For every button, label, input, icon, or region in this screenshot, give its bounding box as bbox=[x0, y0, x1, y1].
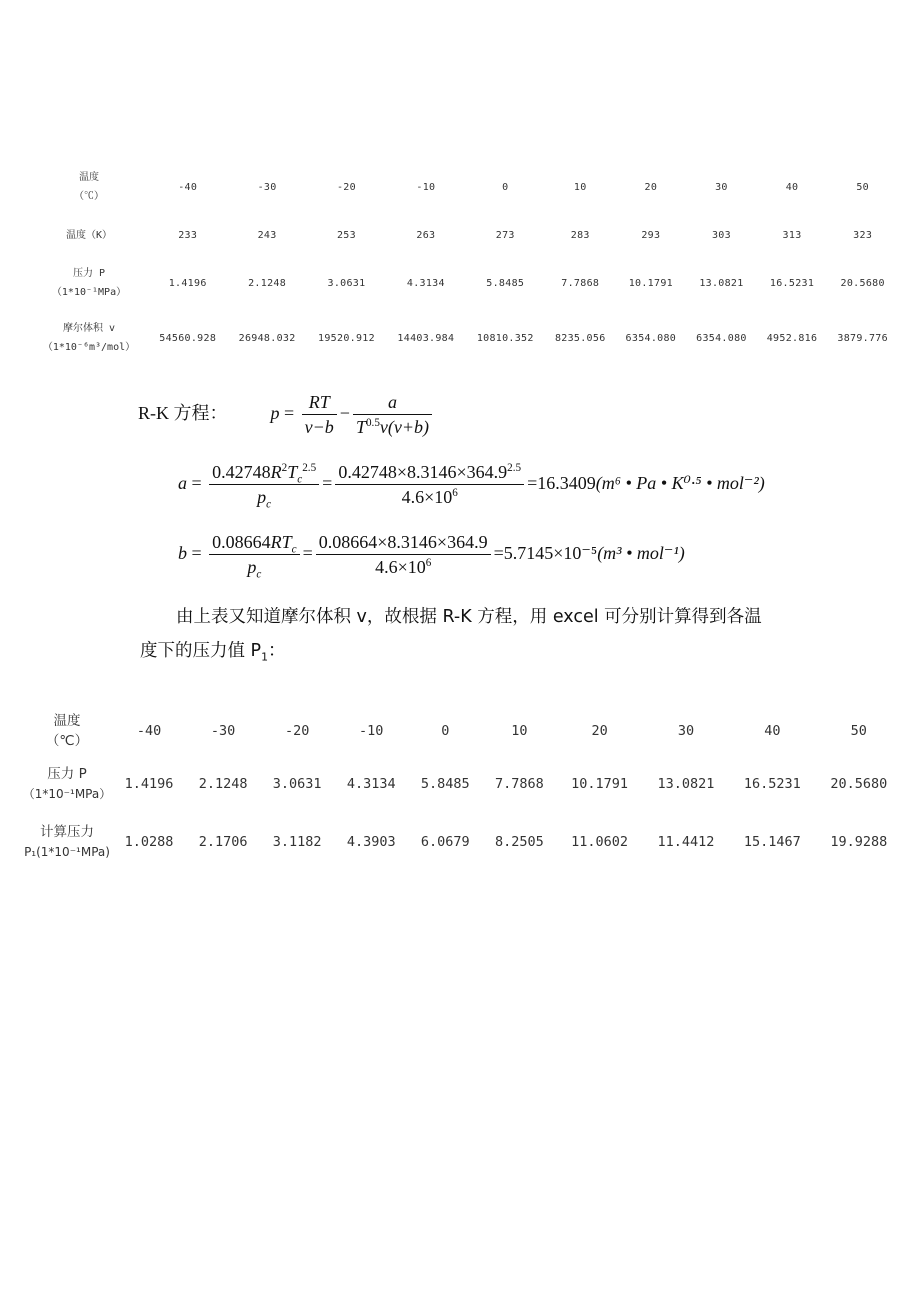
equation-b: b = $\frac{0.08664RT_c}{p_c}$ = $\frac{0.08664\times 8.3146\times 364.9}{4.6\times 10^6}$ =5.7145×10⁻⁵(m³ • mol⁻¹) bbox=[178, 532, 685, 581]
table-cell: 26948.032 bbox=[238, 332, 296, 344]
data-table-2 bbox=[22, 702, 902, 876]
table-cell: 40 bbox=[764, 723, 781, 739]
rk-equation-label: R-K 方程： bbox=[138, 403, 228, 424]
table-cell: 19520.912 bbox=[318, 332, 375, 344]
table-cell: 13.0821 bbox=[699, 277, 744, 289]
table-cell: -20 bbox=[284, 723, 310, 739]
fraction: $\frac{a}{T^{0.5}v(v+b)}$ bbox=[353, 392, 432, 438]
table-cell: 30 bbox=[677, 723, 695, 739]
table-cell: 15.1467 bbox=[743, 834, 801, 850]
body-paragraph: 由上表又知道摩尔体积 v，故根据 R-K 方程，用 excel 可分别计算得到各温 度下的压力值 $P_1$： bbox=[140, 607, 762, 664]
table-cell: 1.0288 bbox=[124, 834, 174, 850]
table-cell: 4952.816 bbox=[766, 332, 818, 344]
row-header: 温度（K） bbox=[65, 229, 113, 241]
table-cell: -10 bbox=[416, 181, 436, 193]
table-cell: 30 bbox=[715, 181, 728, 193]
table-cell: 0 bbox=[502, 181, 509, 193]
table-cell: 20.5680 bbox=[830, 776, 888, 792]
table-cell: -40 bbox=[136, 723, 162, 739]
table-cell: 283 bbox=[570, 229, 590, 241]
table-cell: 233 bbox=[178, 229, 198, 241]
table-cell: 6354.080 bbox=[625, 332, 677, 344]
table-cell: 1.4196 bbox=[124, 776, 174, 792]
table-cell: 3.0631 bbox=[327, 277, 366, 289]
table-cell: 20 bbox=[644, 181, 658, 193]
table-cell: 10.1791 bbox=[628, 277, 673, 289]
table-cell: 7.7868 bbox=[494, 776, 544, 792]
table-cell: 6354.080 bbox=[696, 332, 747, 344]
fraction: $\frac{0.08664\times 8.3146\times 364.9}{4.6\times 10^6}$ bbox=[316, 532, 491, 578]
table-row bbox=[22, 702, 902, 760]
table-cell: 54560.928 bbox=[159, 332, 217, 344]
table-cell: 243 bbox=[257, 229, 277, 241]
table-cell: -20 bbox=[336, 181, 356, 193]
table-cell: 263 bbox=[416, 229, 436, 241]
table-cell: 10810.352 bbox=[476, 332, 534, 344]
table-cell: 40 bbox=[785, 181, 799, 193]
table-cell: -30 bbox=[210, 723, 236, 739]
table-cell: 8.2505 bbox=[494, 834, 544, 850]
table-cell: 50 bbox=[850, 723, 867, 739]
table-cell: 8235.056 bbox=[554, 332, 606, 344]
table-cell: 16.5231 bbox=[769, 277, 815, 289]
table-cell: 2.1248 bbox=[248, 277, 287, 289]
table-row bbox=[30, 211, 898, 259]
table-cell: 11.4412 bbox=[657, 834, 715, 850]
table-row bbox=[30, 259, 898, 307]
table-cell: 323 bbox=[853, 229, 873, 241]
table-cell: 303 bbox=[711, 229, 731, 241]
table-cell: 20.5680 bbox=[840, 277, 885, 289]
table-cell: -40 bbox=[178, 181, 198, 193]
row-header: 温度 （℃） bbox=[45, 713, 89, 749]
table-cell: 0 bbox=[441, 723, 450, 739]
table-cell: 16.5231 bbox=[743, 776, 801, 792]
table-cell: -30 bbox=[257, 181, 277, 193]
table-cell: 3.1182 bbox=[272, 834, 322, 850]
row-header: 压力 P （1*10⁻¹MPa） bbox=[22, 766, 112, 801]
table-cell: 4.3134 bbox=[346, 776, 396, 792]
table-cell: 2.1248 bbox=[198, 776, 248, 792]
fraction: $\frac{0.08664RT_c}{p_c}$ bbox=[209, 532, 299, 578]
equation-a: a = $\frac{0.42748R^2T_c^{2.5}}{p_c}$ = $\frac{0.42748\times 8.3146\times 364.9^{2.5}}{4.6\times 10^6}$ =16.3409(m⁶ • Pa • K⁰·⁵ • mol⁻²) bbox=[178, 462, 765, 511]
table-cell: 1.4196 bbox=[168, 277, 207, 289]
table-cell: 2.1706 bbox=[198, 834, 248, 850]
fraction: $\frac{RT}{v-b}$ bbox=[302, 392, 337, 438]
table-cell: 10 bbox=[573, 181, 587, 193]
row-header: 温度 （℃） bbox=[74, 172, 104, 202]
table-row bbox=[22, 760, 902, 808]
data-table-1 bbox=[30, 163, 898, 369]
table-cell: 11.0602 bbox=[571, 834, 629, 850]
table-row bbox=[22, 808, 902, 876]
table-cell: 10 bbox=[511, 723, 528, 739]
table-cell: 313 bbox=[782, 229, 802, 241]
table-row bbox=[30, 307, 898, 369]
table-cell: 20 bbox=[591, 723, 608, 739]
table-cell: 273 bbox=[495, 229, 515, 241]
table-cell: 4.3134 bbox=[406, 277, 445, 289]
table-cell: 3.0631 bbox=[272, 776, 322, 792]
row-header: 压力 P （1*10⁻¹MPa） bbox=[51, 268, 127, 298]
table-cell: 3879.776 bbox=[837, 332, 888, 344]
table-cell: 19.9288 bbox=[830, 834, 888, 850]
table-cell: 293 bbox=[641, 229, 661, 241]
table-cell: 50 bbox=[856, 181, 869, 193]
row-header: 计算压力 P₁(1*10⁻¹MPa) bbox=[24, 824, 110, 859]
rk-equation: R-K 方程： p = $\frac{RT}{v-b}$ − $\frac{a}{T^{0.5}v(v+b)}$ bbox=[138, 392, 435, 438]
table-cell: 5.8485 bbox=[420, 776, 470, 792]
fraction: $\frac{0.42748R^2T_c^{2.5}}{p_c}$ bbox=[209, 462, 319, 508]
table-cell: 7.7868 bbox=[561, 277, 600, 289]
table-cell: 253 bbox=[336, 229, 356, 241]
row-header: 摩尔体积 v （1*10⁻⁶m³/mol） bbox=[42, 323, 136, 353]
table-cell: -10 bbox=[359, 723, 384, 739]
table-cell: 14403.984 bbox=[397, 332, 455, 344]
table-cell: 10.1791 bbox=[571, 776, 629, 792]
table-cell: 13.0821 bbox=[657, 776, 715, 792]
table-cell: 4.3903 bbox=[346, 834, 396, 850]
fraction: $\frac{0.42748\times 8.3146\times 364.9^{2.5}}{4.6\times 10^6}$ bbox=[335, 462, 524, 508]
table-row bbox=[30, 163, 898, 211]
table-cell: 5.8485 bbox=[486, 277, 525, 289]
table-cell: 6.0679 bbox=[420, 834, 470, 850]
